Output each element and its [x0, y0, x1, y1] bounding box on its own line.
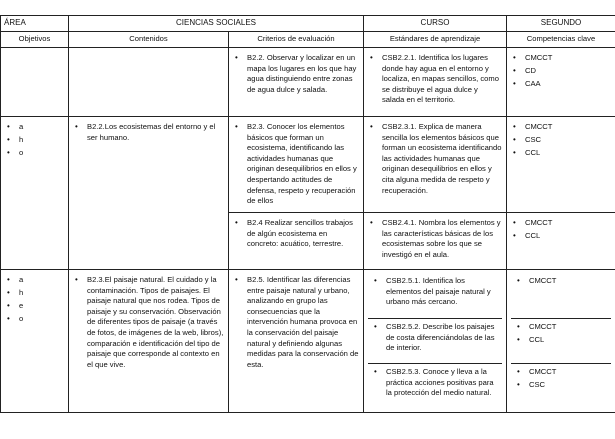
competence-item: • CAA — [511, 79, 611, 90]
standard-subcell — [368, 273, 502, 319]
competence-item: • CMCCT — [515, 367, 607, 378]
objectives-cell — [1, 269, 69, 412]
competence-item: • CMCCT — [515, 322, 607, 333]
competence-item: • CCL — [511, 148, 611, 159]
content-text: • B2.3.El paisaje natural. El cuidado y la contaminación. Tipos de paisajes. El paisaje natural que nos rodea. Tipos de paisaje y su conservación. Observación de diferentes tipos de paisaje (a través de fotos, de imágenes de la web, libros), comparación e identificación del tipo de paisaje que corresponde al contexto en el que vive. — [73, 275, 224, 370]
objective-item: • a — [5, 122, 64, 133]
curso-value: SEGUNDO — [507, 16, 615, 32]
column-header: Competencias clave — [507, 32, 615, 48]
content-cell — [69, 48, 229, 117]
area-label: ÁREA — [1, 16, 69, 32]
table-row — [1, 48, 615, 117]
competences-cell — [507, 117, 615, 213]
standard-text: • CSB2.2.1. Identifica los lugares donde hay agua en el entorno y localiza, en mapas sencillos, como se distribuye el agua dulce y salada en el territorio. — [368, 53, 502, 106]
objective-item: • a — [5, 275, 64, 286]
criterion-text: • B2.5. Identificar las diferencias entre paisaje natural y urbano, analizando en grupo las consecuencias que la intervención humana provoca en la conservación del paisaje natural y definiendo algunas medidas para la conservación de esta. — [233, 275, 359, 370]
criterion-cell — [229, 269, 364, 412]
criterion-text: • B2.3. Conocer los elementos básicos que forman un ecosistema, identificando las actividades humanas que originan desequilibrios en ellos y despertando actitudes de defensa, respeto y recuperación de ellos — [233, 122, 359, 207]
table-row — [1, 117, 615, 213]
objective-item: • e — [5, 301, 64, 312]
content-text: • B2.2.Los ecosistemas del entorno y el ser humano. — [73, 122, 224, 143]
column-header-row — [1, 32, 615, 48]
content-cell — [69, 117, 229, 270]
standard-subcell — [368, 364, 502, 409]
objective-item: • h — [5, 135, 64, 146]
objectives-cell — [1, 48, 69, 117]
competences-subcell — [511, 319, 611, 364]
objective-item: • h — [5, 288, 64, 299]
table-row — [1, 269, 615, 412]
standard-text: • CSB2.5.1. Identifica los elementos del paisaje natural y urbano más cercano. — [372, 276, 498, 308]
standard-text: • CSB2.4.1. Nombra los elementos y las características básicas de los ecosistemas sobre los que se investigó en el aula. — [368, 218, 502, 260]
standard-subcell — [368, 319, 502, 364]
competence-item: • CMCCT — [515, 276, 607, 287]
competences-cell — [507, 48, 615, 117]
header-row — [1, 16, 615, 32]
standard-cell — [364, 269, 507, 412]
competence-item: • CSC — [511, 135, 611, 146]
column-header: Contenidos — [69, 32, 229, 48]
competences-subcell — [511, 364, 611, 409]
content-cell — [69, 269, 229, 412]
competence-item: • CCL — [511, 231, 611, 242]
standard-cell — [364, 117, 507, 213]
standard-cell — [364, 48, 507, 117]
objective-item: • o — [5, 148, 64, 159]
criterion-text: • B2.2. Observar y localizar en un mapa los lugares en los que hay agua distinguiendo entre zonas de agua dulce y salada. — [233, 53, 359, 95]
objectives-cell — [1, 117, 69, 270]
criterion-cell — [229, 212, 364, 269]
competences-subcell — [511, 273, 611, 319]
criterion-cell — [229, 117, 364, 213]
objective-item: • o — [5, 314, 64, 325]
standard-text: • CSB2.5.3. Conoce y lleva a la práctica acciones positivas para la protección del medio natural. — [372, 367, 498, 399]
competence-item: • CMCCT — [511, 218, 611, 229]
standard-text: • CSB2.5.2. Describe los paisajes de costa diferenciándolas de las de interior. — [372, 322, 498, 354]
competence-item: • CSC — [515, 380, 607, 391]
competence-item: • CMCCT — [511, 122, 611, 133]
competence-item: • CMCCT — [511, 53, 611, 64]
standard-cell — [364, 212, 507, 269]
competence-item: • CCL — [515, 335, 607, 346]
column-header: Estándares de aprendizaje — [364, 32, 507, 48]
standard-text: • CSB2.3.1. Explica de manera sencilla los elementos básicos que forman un ecosistema identificando las actividades humanas que originan desequilibrios en ellos y cita alguna medida de respeto y recuperación. — [368, 122, 502, 196]
competences-cell — [507, 212, 615, 269]
criterion-cell — [229, 48, 364, 117]
competences-cell — [507, 269, 615, 412]
curso-label: CURSO — [364, 16, 507, 32]
competence-item: • CD — [511, 66, 611, 77]
column-header: Objetivos — [1, 32, 69, 48]
column-header: Criterios de evaluación — [229, 32, 364, 48]
curriculum-table — [0, 15, 615, 413]
criterion-text: • B2.4 Realizar sencillos trabajos de algún ecosistema en concreto: acuático, terrestre. — [233, 218, 359, 250]
area-value: CIENCIAS SOCIALES — [69, 16, 364, 32]
